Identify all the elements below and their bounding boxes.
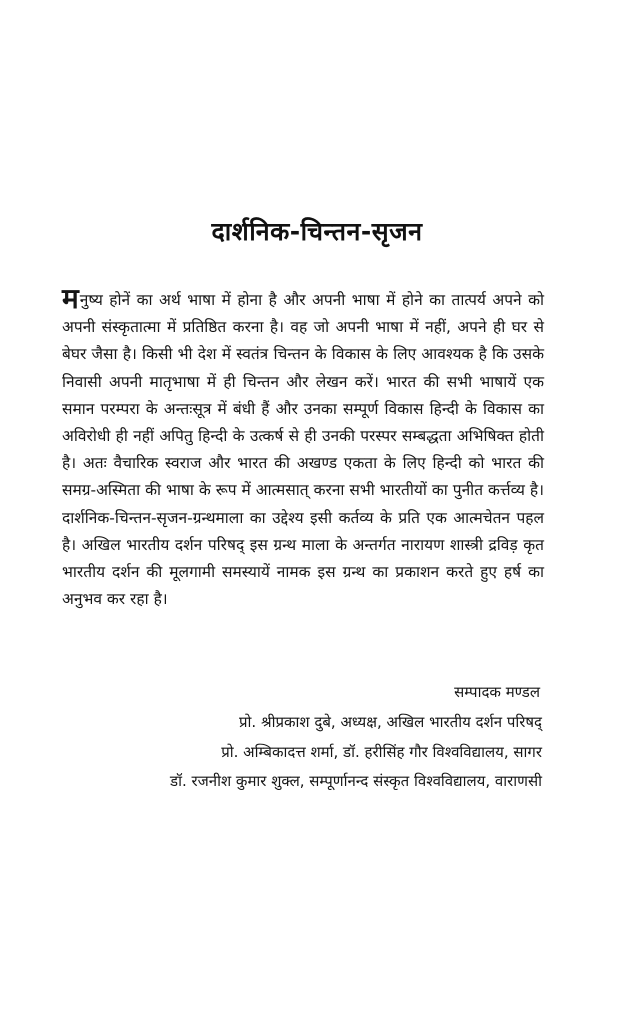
foreword-paragraph [62,282,544,613]
page-title: दार्शनिक-चिन्तन-सृजन [211,217,423,246]
editorial-board-heading: सम्पादक मण्डल [454,683,540,701]
editor-line: डॉ. रजनीश कुमार शुक्ल, सम्पूर्णानन्द संस्कृत विश्वविद्यालय, वाराणसी [170,772,542,790]
drop-cap: म [62,282,79,315]
editor-line: प्रो. श्रीप्रकाश दुबे, अध्यक्ष, अखिल भारतीय दर्शन परिषद् [239,713,542,731]
editor-line: प्रो. अम्बिकादत्त शर्मा, डॉ. हरीसिंह गौर विश्वविद्यालय, सागर [221,743,542,761]
foreword-text: नुष्य होनें का अर्थ भाषा में होना है और अपनी भाषा में होने का तात्पर्य अपने को अपनी संस्कृतात्मा में प्रतिष्ठित करना है। वह जो अपनी भाषा में नहीं, अपने ही घर से बेघर जैसा है। किसी भी देश में स्वतंत्र चिन्तन के विकास के लिए आवश्यक है कि उसके निवासी अपनी मातृभाषा में ही चिन्तन और लेखन करें। भारत की सभी भाषायें एक समान परम्परा के अन्तःसूत्र में बंधी हैं और उनका सम्पूर्ण विकास हिन्दी के विकास का अविरोधी ही नहीं अपितु हिन्दी के उत्कर्ष से ही उनकी परस्पर सम्बद्धता अभिषिक्त होती है। अतः वैचारिक स्वराज और भारत की अखण्ड एकता के लिए हिन्दी को भारत की समग्र-अस्मिता की भाषा के रूप में आत्मसात् करना सभी भारतीयों का पुनीत कर्त्तव्य है। दार्शनिक-चिन्तन-सृजन-ग्रन्थमाला का उद्देश्य इसी कर्तव्य के प्रति एक आत्मचेतन पहल है। अखिल भारतीय दर्शन परिषद् इस ग्रन्थ माला के अन्तर्गत नारायण शास्त्री द्रविड़ कृत भारतीय दर्शन की मूलगामी समस्यायें नामक इस ग्रन्थ का प्रकाशन करते हुए हर्ष का अनुभव कर रहा है। [62,291,544,609]
